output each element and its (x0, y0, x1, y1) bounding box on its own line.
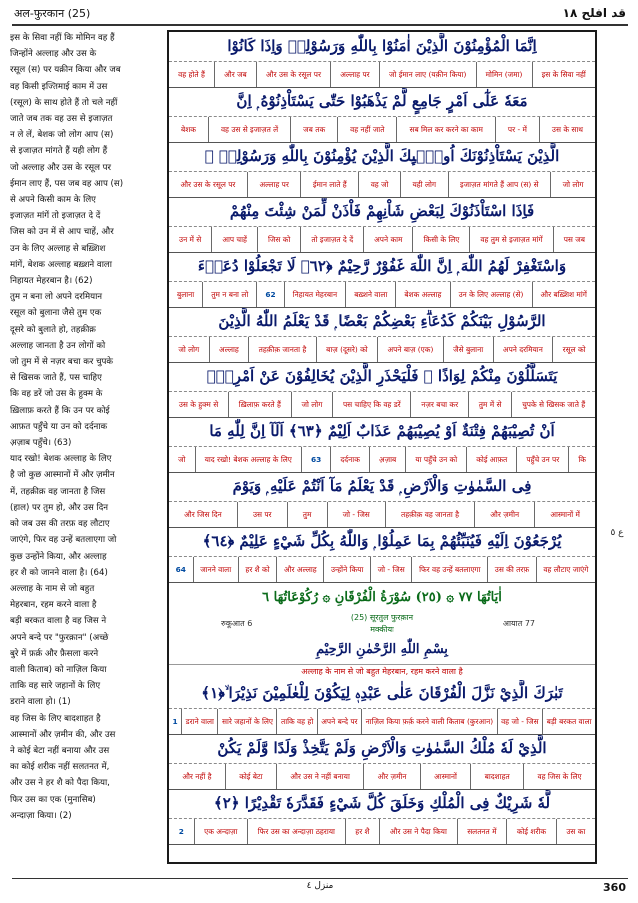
word-meaning-cell: इजाज़त मांगते हैं आप (स) से (448, 172, 551, 197)
page-footer (14, 881, 626, 895)
word-meaning-cell: 62 (256, 282, 283, 307)
header-juz-name: قد افلح ١٨ (562, 6, 626, 20)
verse-block (169, 33, 595, 88)
arabic-verse-line: اِنَّمَا الْمُؤْمِنُوْنَ الَّذِيْنَ اٰمَنُوْا بِاللّٰهِ وَرَسُوْلِهٖ وَاِذَا كَانُوْا (227, 37, 537, 55)
word-meaning-cell: रसूल को (552, 337, 595, 362)
ruku-marker: ع ٥ (610, 528, 624, 538)
word-meaning-cell: बाज़ (दूसरे) को (316, 337, 377, 362)
arabic-verse-line: يَتَسَلَّلُوْنَ مِنْكُمْ لِوَاذًا ۚ فَلْيَحْذَرِ الَّذِيْنَ يُخَالِفُوْنَ عَنْ اَمْرِهٖٓ (206, 367, 558, 385)
translation-line: उन के लिए अल्लाह से बख़्शिश (10, 243, 106, 254)
translation-line: फिर उस का एक (मुनासिब) (10, 794, 96, 805)
word-meaning-row (169, 281, 595, 307)
arabic-verse-line: فَاِذَا اسْتَاْذَنُوْكَ لِبَعْضِ شَاْنِهِمْ فَاْذَنْ لِّمَنْ شِئْتَ مِنْهُمْ (229, 202, 535, 220)
translation-line: ख़िलाफ़ करते हैं कि उन पर कोई (10, 405, 110, 416)
word-meaning-cell: कि (568, 447, 595, 472)
translation-line: अन्दाज़ा किया। (2) (10, 810, 72, 821)
verse-block (169, 308, 595, 363)
word-meaning-cell: वह नहीं जाते (337, 117, 396, 142)
word-meaning-cell: उन में से (179, 235, 202, 244)
translation-line: तुम न बना लो अपने दरमियान (10, 292, 103, 303)
translation-line: इजाज़त मांगें तो इजाज़त दे दें (10, 211, 101, 222)
word-meaning-cell: बख़्शने वाला (345, 282, 395, 307)
page-header (14, 6, 626, 24)
translation-column (10, 30, 163, 868)
word-meaning-cell: उन्होंने किया (323, 557, 370, 582)
word-meaning-cell: वह जो - जिस (497, 709, 543, 734)
word-meaning-cell: तो इजाज़त दे दें (300, 227, 363, 252)
word-meaning-cell: नाज़िल किया फ़र्क़ करने वाली किताब (कुरआन) (361, 709, 497, 734)
surah-title-hindi (327, 612, 437, 636)
arabic-verse-line: يُرْجَعُوْنَ اِلَيْهِ فَيُنَبِّئُهُمْ بِمَا عَمِلُوْا ۭ وَاللّٰهُ بِكُلِّ شَيْءٍ عَلِيْمٌ ﴿٦٤﴾ (202, 532, 562, 550)
translation-line: कि वह डरें जो उस के हुक्म के (10, 389, 103, 400)
translation-line: वह किसी इज्तिमाई काम में उस (10, 81, 108, 92)
word-meaning-cell: ख़िलाफ़ करते हैं (228, 392, 291, 417)
word-meaning-cell: वह जो (358, 172, 400, 197)
word-meaning-row (169, 708, 595, 734)
bismillah-translation: अल्लाह के नाम से जो बहुत मेहरबान, रहम करने वाला है (169, 664, 595, 678)
word-meaning-cell: अल्लाह पर (330, 62, 379, 87)
translation-line: कुछ उन्होंने किया, और अल्लाह (10, 551, 107, 562)
surah-name: (25) सूरतुल फुरक़ान (350, 613, 414, 622)
word-meaning-cell: और उस के रसूल पर (180, 180, 236, 189)
word-meaning-cell: 63 (301, 447, 330, 472)
word-meaning-cell: जो ईमान लाए (यक़ीन किया) (379, 62, 476, 87)
surah-info-row (169, 612, 595, 638)
word-meaning-cell: हर शै को (238, 557, 277, 582)
surah-type: मक्कीयः (370, 625, 394, 634)
word-meaning-cell: एक अन्दाज़ा (194, 819, 248, 844)
word-meaning-cell: इस के सिवा नहीं (532, 62, 596, 87)
word-meaning-cell: उस पर (237, 502, 287, 527)
translation-line: अपने बन्दे पर "फुरक़ान" (अच्छे (10, 632, 109, 643)
word-meaning-cell: कोई आफ़त (466, 447, 516, 472)
word-meaning-row (169, 446, 595, 472)
ruku-count: रुकूआत 6 (221, 619, 253, 628)
arabic-verse-line: الَّذِيْ لَهٗ مُلْكُ السَّمٰوٰتِ وَالْاَرْضِ وَلَمْ يَتَّخِذْ وَلَدًا وَّلَمْ يَكُنْ (217, 739, 547, 757)
arabic-verse-line: تَبٰرَكَ الَّذِيْ نَزَّلَ الْفُرْقَانَ عَلٰى عَبْدِهٖ لِيَكُوْنَ لِلْعٰلَمِيْنَ نَذِيْرَا ۙ﴿١﴾ (201, 684, 563, 702)
translation-line: और उस ने हर शै को पैदा किया, (10, 778, 110, 789)
translation-line: जो अल्लाह और उस के रसूल पर (10, 162, 112, 173)
word-meaning-cell: सब मिल कर करने का काम (396, 117, 494, 142)
translation-line: जिस को उन में से आप चाहें, और (10, 227, 114, 238)
translation-line: मांगें, बेशक अल्लाह बख़्शने वाला (10, 259, 112, 270)
translation-line: डराने वाला हो। (1) (10, 697, 71, 708)
arabic-verse-line: مَعَهٗ عَلٰٓى اَمْرٍ جَامِعٍ لَّمْ يَذْهَبُوْا حَتّٰى يَسْتَاْذِنُوْهُ ۭ اِنَّ (236, 92, 528, 110)
translation-line: न ले लें, बेशक जो लोग आप (स) (10, 130, 114, 141)
word-meaning-cell: तुम (287, 502, 327, 527)
word-meaning-cell: तुम में से (468, 392, 511, 417)
translation-line: ईमान लाए हैं, पस जब वह आप (स) (10, 178, 124, 189)
translation-line: (रसूल) के साथ होते हैं तो चले नहीं (10, 97, 118, 108)
word-meaning-row (169, 116, 595, 142)
word-meaning-cell: जब तक (290, 117, 337, 142)
word-meaning-cell: उस का (556, 819, 595, 844)
word-meaning-cell: और ज़मीन (474, 502, 534, 527)
word-meaning-cell: उस के हुक्म से (178, 400, 219, 409)
word-meaning-cell: निहायत मेहरबान (284, 282, 345, 307)
word-meaning-cell: फिर वह उन्हें बतलाएगा (411, 557, 487, 582)
word-meaning-cell: जो - जिस (327, 502, 385, 527)
word-meaning-row (169, 501, 595, 527)
word-meaning-cell: जानने वाला (193, 557, 238, 582)
word-meaning-cell: जिस को (257, 227, 300, 252)
word-meaning-cell: बेशक अल्लाह (395, 282, 449, 307)
word-meaning-cell: पर - में (495, 117, 539, 142)
word-meaning-row (169, 818, 595, 844)
translation-line: जाएंगे, फिर वह उन्हें बतलाएगा जो (10, 535, 117, 546)
verse-block (169, 198, 595, 253)
word-meaning-cell: और ज़मीन (363, 764, 420, 789)
arabic-verse-line: اَنْ تُصِيْبَهُمْ فِتْنَةٌ اَوْ يُصِيْبَهُمْ عَذَابٌ اَلِيْمٌ ﴿٦٣﴾ اَلَآ اِنَّ لِلّٰهِ مَا (209, 422, 555, 440)
word-meaning-cell: वह उस से इजाज़त लें (208, 117, 290, 142)
word-meaning-cell: पहुँचे उन पर (516, 447, 568, 472)
word-meaning-cell: बड़ी बरकत वाला (542, 709, 595, 734)
word-meaning-cell: कोई बेटा (225, 764, 276, 789)
word-meaning-cell: 64 (175, 565, 186, 574)
translation-line: मेहरबान, रहम करने वाला है (10, 600, 97, 611)
page-number: 360 (603, 881, 626, 894)
word-meaning-cell: किसी के लिए (412, 227, 469, 252)
translation-line: अ़ज़ाब पहुँचे। (63) (10, 438, 72, 449)
word-meaning-cell: या पहुँचे उन को (405, 447, 466, 472)
surah-title-arabic: اٰيَاتُهَا ٧٧ ۞ (٢٥) سُوْرَةُ الْفُرْقَانِ ۞ رُكُوْعَاتُهَا ٦ (262, 590, 502, 605)
word-meaning-cell: और बख़्शिश मांगें (532, 282, 596, 307)
arabic-verse-line: فِى السَّمٰوٰتِ وَالْاَرْضِ ۭ قَدْ يَعْلَمُ مَآ اَنْتُمْ عَلَيْهِ ۭ وَيَوْمَ (232, 477, 532, 495)
translation-line: ताकि वह सारे जहानों के लिए (10, 681, 101, 692)
translation-line: है जो कुछ आस्मानों में और ज़मीन (10, 470, 115, 481)
word-meaning-cell: बादशाहत (470, 764, 523, 789)
word-meaning-cell: अपने काम (363, 227, 412, 252)
surah-heading (169, 584, 595, 680)
arabic-verse-line: وَاسْتَغْفِرْ لَهُمُ اللّٰهَ ۭ اِنَّ اللّٰهَ غَفُوْرٌ رَّحِيْمٌ ﴿٦٢﴾ لَا تَجْعَلُوْا دُعَاۗءَ (197, 257, 567, 275)
translation-line: (हाल) पर तुम हो, और उस दिन (10, 502, 109, 513)
word-meaning-cell: फिर उस का अन्दाज़ा ठहराया (247, 819, 345, 844)
translation-line: वाली किताब) को नाज़िल किया (10, 664, 107, 675)
verse-block (169, 253, 595, 308)
word-meaning-cell: और उस के रसूल पर (256, 62, 330, 87)
translation-line: अल्लाह जानता है उन लोगों को (10, 340, 106, 351)
header-rule (12, 24, 628, 26)
manzil-label: منزل ٤ (306, 881, 334, 891)
word-meaning-cell: वह जिस के लिए (523, 764, 595, 789)
word-meaning-row (169, 391, 595, 417)
word-meaning-cell: चुपके से खिसक जाते हैं (511, 392, 595, 417)
translation-line: का कोई शरीक नहीं सलतनत में, (10, 762, 110, 773)
word-meaning-cell: सलतनत में (457, 819, 507, 844)
word-meaning-cell: वह लौटाए जाएंगे (536, 557, 595, 582)
word-meaning-cell: वह होते हैं (178, 70, 205, 79)
word-meaning-cell: जो लोग (291, 392, 332, 417)
translation-line: रसूल (स) पर यक़ीन किया और जब (10, 65, 121, 76)
word-meaning-cell: पस जब (553, 227, 595, 252)
translation-line: से खिसक जाते हैं, पस चाहिए (10, 373, 102, 384)
word-meaning-row (169, 61, 595, 87)
translation-line: इस के सिवा नहीं कि मोमिन वह हैं (10, 33, 115, 43)
word-meaning-cell: ताकि वह हो (276, 709, 316, 734)
word-meaning-cell: और नहीं है (182, 772, 212, 781)
verse-block (169, 363, 595, 418)
word-meaning-cell: जो लोग (550, 172, 595, 197)
translation-line: से इजाज़त मांगते हैं यही लोग हैं (10, 146, 108, 157)
word-meaning-cell: वह तुम से इजाज़त मांगें (469, 227, 552, 252)
verse-block (169, 528, 595, 583)
word-meaning-cell: डराने वाला (181, 709, 217, 734)
word-meaning-cell: यही लोग (400, 172, 448, 197)
word-by-word-panel (167, 30, 597, 864)
ayat-count: आयात 77 (502, 619, 535, 628)
translation-line: जिन्होंने अल्लाह और उस के (10, 49, 97, 60)
word-meaning-cell: बुलाना (177, 290, 195, 299)
verse-block (169, 143, 595, 198)
word-meaning-cell: उन के लिए अल्लाह (से) (450, 282, 532, 307)
word-meaning-cell: उस के साथ (539, 117, 595, 142)
word-meaning-row (169, 763, 595, 789)
word-meaning-cell: हर शै (345, 819, 380, 844)
word-meaning-cell: जो (178, 455, 186, 464)
word-meaning-cell: तुम न बना लो (202, 282, 256, 307)
word-meaning-cell: अपने बन्दे पर (317, 709, 361, 734)
word-meaning-cell: उस की तरफ़ (487, 557, 536, 582)
word-meaning-cell: 1 (172, 717, 178, 726)
word-meaning-cell: और अल्लाह (276, 557, 323, 582)
word-meaning-cell: अ़ज़ाब (369, 447, 405, 472)
translation-line: निहायत मेहरबान है। (62) (10, 276, 93, 287)
word-meaning-cell: जो लोग (178, 345, 200, 354)
word-meaning-cell: अपने दरमियान (493, 337, 553, 362)
word-meaning-cell: जो - जिस (370, 557, 411, 582)
footer-rule (12, 878, 628, 879)
translation-line: में, तहक़ीक़ वह जानता है जिस (10, 486, 106, 497)
word-meaning-cell: ईमान लाते हैं (300, 172, 358, 197)
arabic-verse-line: لَّهٗ شَرِيْكٌ فِى الْمُلْكِ وَخَلَقَ كُلَّ شَيْءٍ فَقَدَّرَهٗ تَقْدِيْرًا ﴿٢﴾ (213, 794, 551, 812)
bismillah-arabic: بِسْمِ اللّٰهِ الرَّحْمٰنِ الرَّحِيْمِ (316, 642, 448, 657)
translation-line: ने कोई बेटा नहीं बनाया और उस (10, 745, 110, 756)
verse-block (169, 790, 595, 845)
word-meaning-cell: जैसे बुलाना (443, 337, 493, 362)
header-surah-name: अल-फुरकान (25) (14, 7, 91, 20)
word-meaning-cell: कोई शरीक (506, 819, 556, 844)
word-meaning-cell: नज़र बचा कर (410, 392, 467, 417)
word-meaning-row (169, 226, 595, 252)
translation-line: आफ़त पहुँचे या उन को दर्दनाक (10, 421, 108, 432)
word-meaning-cell: याद रखो! बेशक अल्लाह के लिए (195, 447, 301, 472)
verse-block (169, 473, 595, 528)
word-meaning-cell: आस्मानों में (534, 502, 595, 527)
word-meaning-row (169, 556, 595, 582)
translation-line: वह जिस के लिए बादशाहत है (10, 713, 101, 724)
verse-block (169, 735, 595, 790)
translation-line: याद रखो! बेशक अल्लाह के लिए (10, 454, 112, 465)
word-meaning-cell: पस चाहिए कि वह डरें (332, 392, 410, 417)
translation-line: दूसरे को बुलाते हो, तहक़ीक़ (10, 324, 96, 335)
translation-line: को जब उस की तरफ़ वह लौटाए (10, 519, 110, 530)
verse-block (169, 680, 595, 735)
word-meaning-cell: आस्मानों (420, 764, 470, 789)
translation-line: हर शै को जानने वाला है। (64) (10, 567, 108, 578)
word-meaning-cell: तहक़ीक़ जानता है (248, 337, 315, 362)
arabic-verse-line: الَّذِيْنَ يَسْتَاْذِنُوْنَكَ اُولٰۗىِٕكَ الَّذِيْنَ يُؤْمِنُوْنَ بِاللّٰهِ وَرَسُوْلِهٖ ۚ (204, 147, 560, 165)
word-meaning-cell: 2 (178, 827, 184, 836)
word-meaning-row (169, 336, 595, 362)
translation-line: अल्लाह के नाम से जो बहुत (10, 583, 95, 594)
word-meaning-cell: तहक़ीक़ वह जानता है (385, 502, 474, 527)
arabic-verse-line: الرَّسُوْلِ بَيْنَكُمْ كَدُعَاۗءِ بَعْضِكُمْ بَعْضًا ۭ قَدْ يَعْلَمُ اللّٰهُ الَّذِيْنَ (218, 312, 546, 330)
verse-block (169, 88, 595, 143)
translation-line: जाते जब तक वह उस से इजाज़त (10, 114, 113, 125)
word-meaning-cell: और उस ने पैदा किया (379, 819, 456, 844)
word-meaning-cell: दर्दनाक (330, 447, 369, 472)
word-meaning-row (169, 171, 595, 197)
word-meaning-cell: सारे जहानों के लिए (217, 709, 276, 734)
translation-line: रसूल को बुलाना जैसे तुम एक (10, 308, 102, 319)
translation-line: बड़ी बरकत वाला है वह जिस ने (10, 616, 107, 627)
word-meaning-cell: और उस ने नहीं बनाया (276, 764, 363, 789)
verse-block (169, 418, 595, 473)
translation-line: आस्मानों और ज़मीन की, और उस (10, 729, 116, 740)
word-meaning-cell: अपने बाज़ (एक) (377, 337, 443, 362)
word-meaning-cell: आप चाहें (211, 227, 257, 252)
word-meaning-cell: अल्लाह (209, 337, 249, 362)
word-meaning-cell: और जिस दिन (184, 510, 222, 519)
translation-line: जो तुम में से नज़र बचा कर चुपके (10, 357, 114, 368)
word-meaning-cell: मोमिन (जमा) (476, 62, 532, 87)
word-meaning-cell: और जब (214, 62, 256, 87)
word-meaning-cell: अल्लाह पर (247, 172, 300, 197)
word-meaning-cell: बेशक (180, 125, 196, 134)
translation-line: से अपने किसी काम के लिए (10, 195, 96, 206)
translation-line: बुरे में फ़र्क़ और फ़ैसला करने (10, 648, 99, 659)
